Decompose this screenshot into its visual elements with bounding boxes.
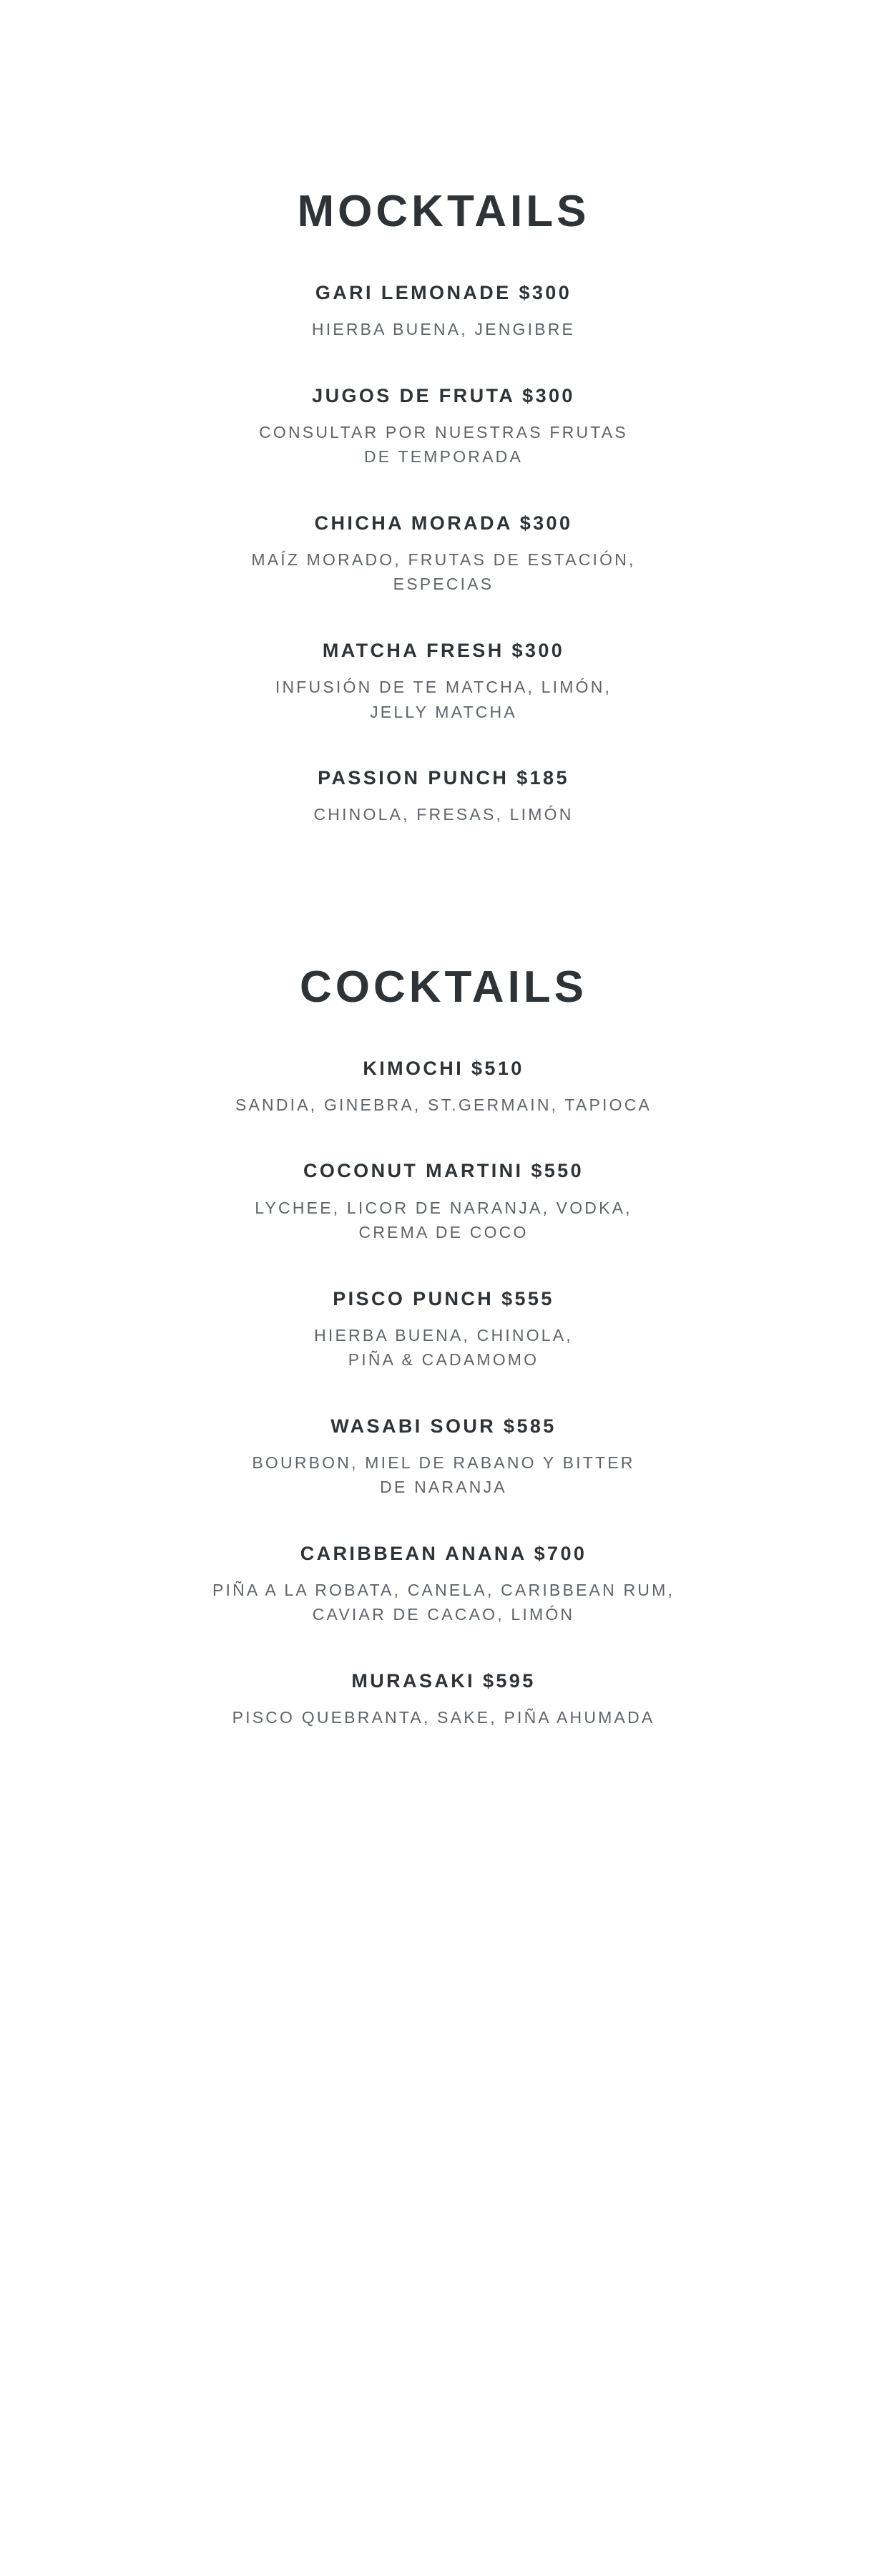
menu-item [100, 766, 787, 827]
menu-item [100, 384, 787, 469]
item-name: PISCO PUNCH $555 [333, 1287, 554, 1309]
menu-item [100, 1541, 787, 1627]
item-name: COCONUT MARTINI $550 [303, 1160, 584, 1182]
item-description-line: MAÍZ MORADO, FRUTAS DE ESTACIÓN, [251, 550, 636, 569]
item-description-line: DE TEMPORADA [363, 447, 523, 467]
item-description [143, 317, 744, 342]
item-description-line: PIÑA & CADAMOMO [348, 1350, 539, 1370]
item-description [143, 1705, 744, 1730]
item-description-line: DE NARANJA [380, 1478, 507, 1497]
item-name: JUGOS DE FRUTA $300 [312, 384, 575, 406]
cocktails-item-list [100, 1056, 787, 1730]
menu-item [100, 1158, 787, 1244]
item-description [143, 1323, 744, 1372]
item-description-line: BOURBON, MIEL DE RABANO Y BITTER [252, 1453, 635, 1472]
item-description-line: ESPECIAS [393, 575, 494, 594]
item-description-line: INFUSIÓN DE TE MATCHA, LIMÓN, [275, 678, 612, 697]
item-description-line: CAVIAR DE CACAO, LIMÓN [312, 1605, 575, 1624]
mocktails-item-list [100, 280, 787, 826]
section-mocktails [100, 0, 787, 827]
section-title-mocktails: MOCKTAILS [297, 187, 590, 236]
item-description [143, 420, 744, 469]
item-description [143, 1196, 744, 1245]
menu-item [100, 638, 787, 724]
item-name: PASSION PUNCH $185 [318, 767, 569, 789]
item-name: GARI LEMONADE $300 [315, 282, 572, 304]
item-description [143, 1093, 744, 1118]
menu-item [100, 280, 787, 342]
item-description-line: CHINOLA, FRESAS, LIMÓN [313, 805, 574, 824]
menu-item [100, 1287, 787, 1372]
menu-item [100, 511, 787, 597]
item-description-line: PISCO QUEBRANTA, SAKE, PIÑA AHUMADA [232, 1707, 655, 1727]
item-description-line: SANDIA, GINEBRA, ST.GERMAIN, TAPIOCA [235, 1095, 652, 1114]
item-description-line: CONSULTAR POR NUESTRAS FRUTAS [259, 422, 628, 441]
item-description [143, 547, 744, 597]
section-title-cocktails: COCKTAILS [299, 962, 588, 1012]
item-description [143, 802, 744, 827]
item-description-line: CREMA DE COCO [358, 1223, 529, 1242]
menu-item [100, 1056, 787, 1118]
menu-item [100, 1669, 787, 1730]
item-description [143, 1578, 744, 1627]
item-name: MATCHA FRESH $300 [322, 639, 565, 661]
item-description-line: PIÑA A LA ROBATA, CANELA, CARIBBEAN RUM, [212, 1580, 675, 1599]
item-description-line: HIERBA BUENA, JENGIBRE [311, 320, 576, 339]
menu-item [100, 1414, 787, 1500]
item-name: CHICHA MORADA $300 [314, 512, 573, 534]
item-description-line: HIERBA BUENA, CHINOLA, [314, 1325, 573, 1345]
item-name: WASABI SOUR $585 [330, 1415, 557, 1437]
item-name: KIMOCHI $510 [363, 1057, 524, 1079]
item-description [143, 675, 744, 724]
item-name: MURASAKI $595 [351, 1669, 536, 1692]
item-description-line: LYCHEE, LICOR DE NARANJA, VODKA, [255, 1198, 632, 1217]
item-description-line: JELLY MATCHA [370, 702, 517, 721]
item-description [143, 1450, 744, 1500]
section-cocktails [100, 827, 787, 1730]
item-name: CARIBBEAN ANANA $700 [300, 1542, 587, 1564]
